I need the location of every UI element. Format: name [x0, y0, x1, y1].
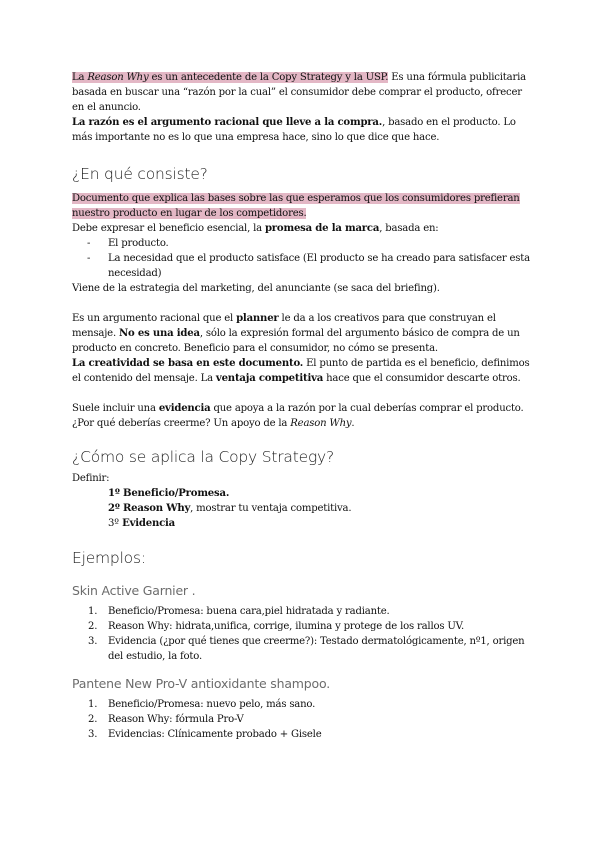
definition-paragraph: [72, 191, 532, 221]
step-3: [72, 516, 532, 531]
list-item-text: Beneficio/Promesa: nuevo pelo, más sano.: [108, 699, 316, 710]
based-on-list: [72, 236, 532, 281]
text: , basada en:: [379, 223, 439, 234]
text: Debe expresar el beneficio esencial, la: [72, 223, 265, 234]
example-2-title: Pantene New Pro-V antioxidante shampoo.: [72, 676, 330, 691]
list-item: [72, 727, 532, 742]
argumento-paragraph: [72, 311, 532, 356]
dash-bullet: -: [87, 238, 91, 249]
heading-en-que-consiste: ¿En qué consiste?: [72, 165, 208, 183]
bold-text: ventaja competitiva: [215, 373, 324, 384]
text: hace que el consumidor descarte otros.: [323, 373, 521, 384]
text: La: [72, 72, 88, 83]
evidencia-paragraph: [72, 401, 532, 431]
list-item-text: El producto.: [108, 238, 169, 249]
list-item: [72, 634, 532, 664]
list-number: 3.: [88, 636, 98, 647]
text: El punto de partida es el beneficio, definimos el contenido del mensaje. La: [72, 358, 530, 384]
list-number: 3.: [88, 729, 98, 740]
highlight-reason-why: [72, 72, 388, 83]
bold-text: Evidencia: [118, 518, 176, 529]
list-item-text: Evidencias: Clínicamente probado + Gisele: [108, 729, 322, 740]
list-item: [72, 236, 532, 251]
bold-text: La creatividad se basa en este documento.: [72, 358, 304, 369]
text: Suele incluir una: [72, 403, 159, 414]
text: .: [351, 418, 355, 429]
example-1-title: Skin Active Garnier .: [72, 583, 196, 598]
bold-text: evidencia: [158, 403, 211, 414]
example-2-list: [72, 697, 532, 742]
list-item-text: Reason Why: fórmula Pro-V: [108, 714, 244, 725]
intro-paragraph-2: [72, 115, 532, 145]
text: 3º: [108, 518, 119, 529]
text: , sólo la expresión formal del argumento básico de compra de un producto en concreto. Beneficio para el consumidor, no cómo se presenta.: [72, 328, 520, 354]
bold-text: No es una idea: [118, 328, 200, 339]
list-item-text: Reason Why: hidrata,unifica, corrige, ilumina y protege de los rallos UV.: [108, 621, 464, 632]
text: es un antecedente de la Copy Strategy y la USP.: [148, 72, 389, 83]
list-item-text: Beneficio/Promesa: buena cara,piel hidratada y radiante.: [108, 606, 390, 617]
list-item: [72, 697, 532, 712]
bold-text: La razón es el argumento racional que lleve a la compra.: [72, 117, 383, 128]
reason-why-italic: Reason Why: [87, 72, 149, 83]
bold-text: 2º Reason Why: [108, 503, 191, 514]
list-item: [72, 251, 532, 281]
bold-text: planner: [236, 313, 279, 324]
list-number: 1.: [88, 699, 98, 710]
text: , basado en el producto. Lo más importante no es lo que una empresa hace, sino lo que dice que hace.: [72, 117, 516, 143]
list-number: 1.: [88, 606, 98, 617]
list-number: 2.: [88, 714, 98, 725]
text: , mostrar tu ventaja competitiva.: [190, 503, 352, 514]
step-2: [72, 501, 532, 516]
reason-why-italic: Reason Why: [290, 418, 352, 429]
highlight-definition: Documento que explica las bases sobre las que esperamos que los consumidores prefieran nuestro producto en lugar de los competidores.: [72, 193, 520, 219]
list-item: [72, 712, 532, 727]
text: que apoya a la razón por la cual deberías comprar el producto. ¿Por qué deberías creerme? Un apoyo de la: [72, 403, 524, 429]
viene-paragraph: Viene de la estrategia del marketing, del anunciante (se saca del briefing).: [72, 283, 440, 294]
dash-bullet: -: [87, 253, 91, 264]
text: le da a los creativos para que construyan el mensaje.: [72, 313, 496, 339]
list-item-text: La necesidad que el producto satisface (El producto se ha creado para satisfacer esta necesidad): [108, 253, 530, 279]
list-item: [72, 604, 532, 619]
expresar-paragraph: [72, 221, 532, 236]
document-page: [72, 70, 532, 742]
definir-label: Definir:: [72, 473, 110, 484]
list-item-text: Evidencia (¿por qué tienes que creerme?): Testado dermatológicamente, nº1, origen del estudio, la foto.: [108, 636, 525, 662]
intro-paragraph-1: [72, 70, 532, 115]
list-item: [72, 619, 532, 634]
list-number: 2.: [88, 621, 98, 632]
bold-text: promesa de la marca: [264, 223, 380, 234]
creatividad-paragraph: [72, 356, 532, 386]
text: Es un argumento racional que el: [72, 313, 237, 324]
heading-como-se-aplica: ¿Cómo se aplica la Copy Strategy?: [72, 448, 335, 466]
heading-ejemplos: Ejemplos:: [72, 549, 146, 567]
text: Es una fórmula publicitaria basada en buscar una “razón por la cual” el consumidor debe comprar el producto, ofrecer en el anuncio.: [72, 72, 526, 113]
example-1-list: [72, 604, 532, 664]
bold-text: 1º Beneficio/Promesa.: [108, 488, 230, 499]
step-1: [72, 486, 532, 501]
